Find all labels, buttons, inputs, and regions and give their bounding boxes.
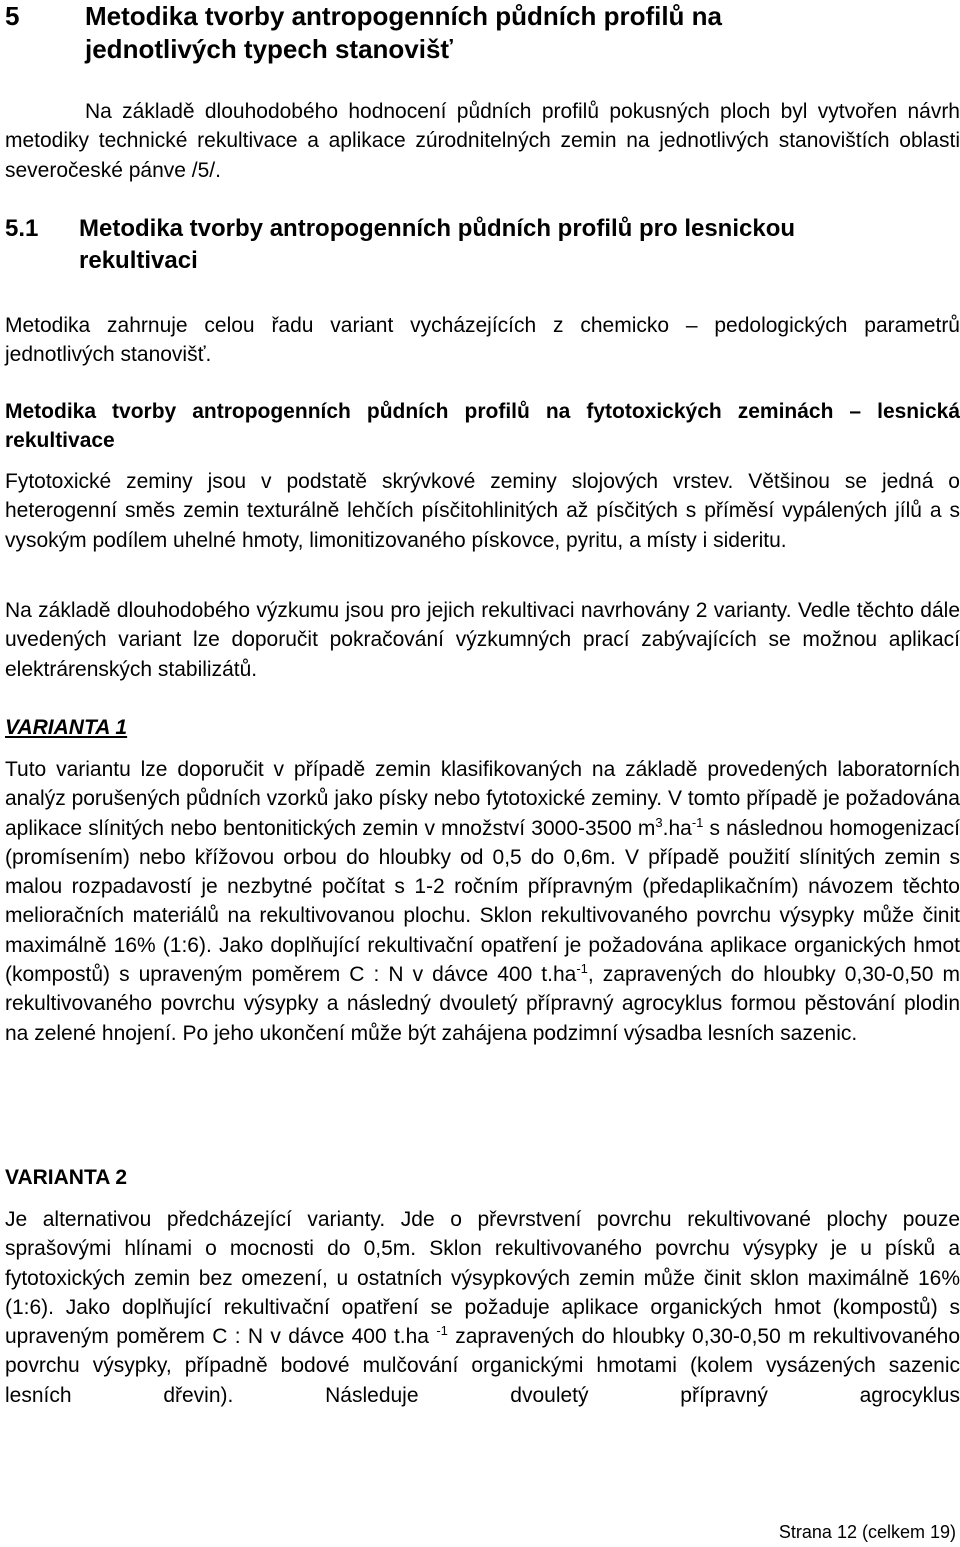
subsection-paragraph-1: Fytotoxické zeminy jsou v podstatě skrývkové zeminy slojových vrstev. Většinou se jedná o heterogenní směs zemin texturálně lehčích písčitohlinitých až písčitých s příměsí vypálených jílů a s vysokým podílem uhelné hmoty, limonitizovaného pískovce, pyritu, a místy i sideritu.	[5, 470, 960, 552]
variant2-text-b: zapravených do hloubky 0,30-0,50 m rekultivovaného povrchu výsypky, případně bodové mulčování organickými hmotami (kolem vysázených sazenic lesních dřevin). Následuje dvouletý přípravný agrocyklus	[5, 1325, 960, 1407]
page-footer: Strana 12 (celkem 19)	[778, 1522, 956, 1542]
intro-paragraph: Na základě dlouhodobého hodnocení půdních profilů pokusných ploch byl vytvořen návrh metodiky technické rekultivace a aplikace zúrodnitelných zemin na jednotlivých stanovištích oblasti severočeské pánve /5/.	[5, 100, 960, 182]
variant1-sup-c: -1	[576, 961, 588, 977]
subsection-paragraph-2: Na základě dlouhodobého výzkumu jsou pro jejich rekultivaci navrhovány 2 varianty. Vedle těchto dále uvedených variant lze doporučit pokračování výzkumných prací zabývajících se možnou aplikací elektrárenských stabilizátů.	[5, 599, 960, 681]
variant1-text-b: .ha	[662, 816, 692, 840]
variant1-title: VARIANTA 1	[5, 716, 128, 739]
chapter-title-line1: Metodika tvorby antropogenních půdních profilů na	[85, 1, 722, 31]
section-title-line2: rekultivaci	[79, 247, 198, 274]
chapter-number: 5	[5, 1, 20, 31]
chapter-title-line2: jednotlivých typech stanovišť	[85, 34, 453, 64]
subsection-heading: Metodika tvorby antropogenních půdních profilů na fytotoxických zeminách – lesnická rekultivace	[5, 400, 960, 452]
variant1-paragraph	[5, 755, 960, 1048]
variant2-sup-a: -1	[436, 1323, 448, 1339]
variant2-text-a: Je alternativou předcházející varianty. Jde o převrstvení povrchu rekultivované plochy pouze sprašovými hlínami o mocnosti do 0,5m. Sklon rekultivovaného povrchu výsypky je u písků a fytotoxických zemin bez omezení, u ostatních výsypkových zemin může činit sklon maximálně 16% (1:6). Jako doplňující rekultivační opatření se požaduje aplikace organických hmot (kompostů) s upraveným poměrem C : N v dávce 400 t.ha	[5, 1208, 960, 1349]
variant1-sup-b: -1	[691, 814, 704, 830]
section-paragraph: Metodika zahrnuje celou řadu variant vycházejících z chemicko – pedologických parametrů jednotlivých stanovišť.	[5, 314, 960, 367]
chapter-heading	[5, 0, 960, 66]
section-heading	[5, 213, 960, 277]
variant1-text-c: s následnou homogenizací (promísením) nebo křížovou orbou do hloubky od 0,5 do 0,6m. V případě použití slínitých zemin s malou rozpadavostí je nezbytné počítat s 1-2 ročním přípravným (předaplikačním) návozem těchto melioračních materiálů na rekultivovanou plochu. Sklon rekultivovaného povrchu výsypky může činit maximálně 16% (1:6). Jako doplňující rekultivační opatření je požadována aplikace organických hmot (kompostů) s upraveným poměrem C : N v dávce 400 t.ha	[5, 816, 960, 987]
variant1-text-d: , zapravených do hloubky 0,30-0,50 m rekultivovaného povrchu výsypky a následný dvouletý přípravný agrocyklus formou pěstování plodin na zelené hnojení. Po jeho ukončení může být zahájena podzimní výsadba lesních sazenic.	[5, 963, 960, 1045]
section-number: 5.1	[5, 215, 39, 242]
variant2-title: VARIANTA 2	[5, 1166, 128, 1189]
variant1-text-a: Tuto variantu lze doporučit v případě zemin klasifikovaných na základě provedených laboratorních analýz porušených půdních vzorků jako písky nebo fytotoxické zeminy. V tomto případě je požadována aplikace slínitých nebo bentonitických zemin v množství 3000-3500 m	[5, 758, 960, 840]
variant1-sup-a: 3	[655, 814, 663, 830]
section-title-line1: Metodika tvorby antropogenních půdních profilů pro lesnickou	[79, 215, 796, 242]
variant2-paragraph	[5, 1205, 960, 1410]
